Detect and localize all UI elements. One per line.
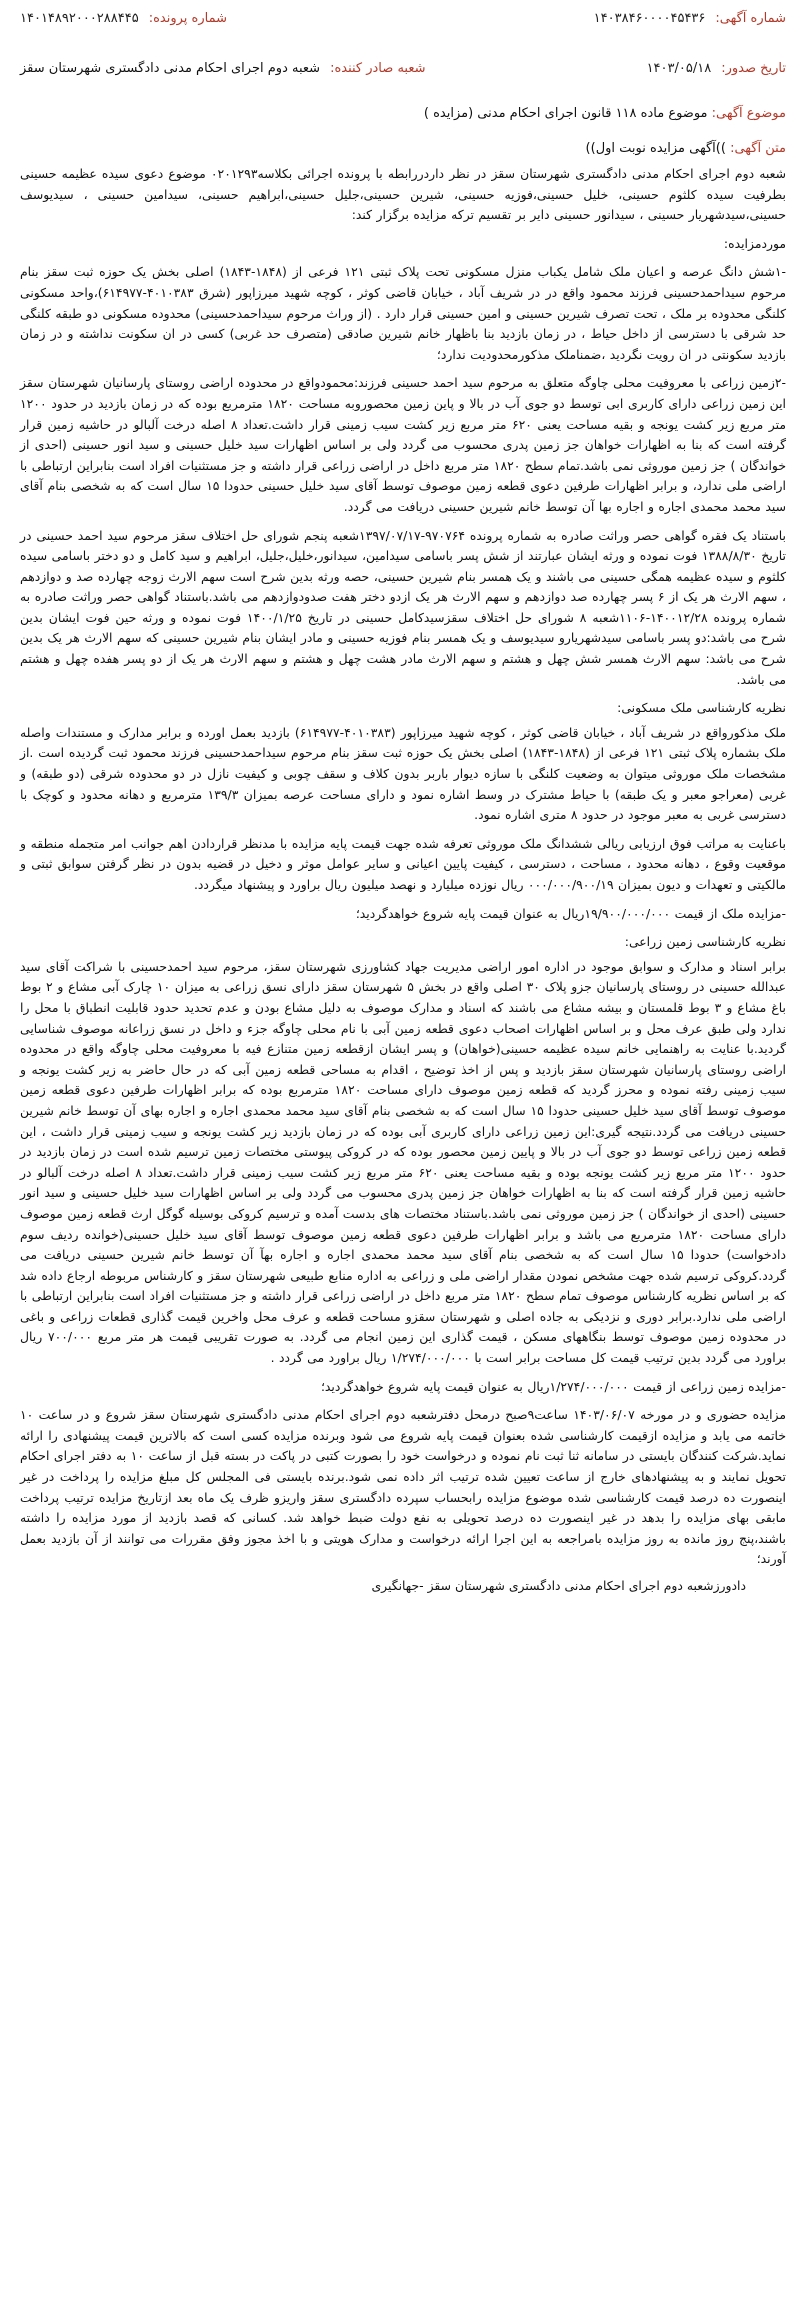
inheritance-paragraph: باستناد یک فقره گواهی حصر وراثت صادره به شماره پرونده ۹۷۰۷۶۴-۱۳۹۷/۰۷/۱۷شعبه پنجم شورای حل اختلاف سقز مرحوم سید احمد حسینی در تاریخ ۱۳۸۸/۸/۳۰ فوت نموده و ورثه ایشان عبارتند از شش پسر باسامی سیدامین، سیدانور،خلیل،جلیل، ابراهیم و سید کامل و دو دختر باسامی سیده کلثوم و سیده عظیمه همگی حسینی می باشند و یک همسر بنام شیرین حسینی، حصه ورثه بدین شرح است سهم الارث زوجه چهارده صد و دوازدهم ، سهم الارث هر یک از ۶ پسر چهارده صد دوازدهم و سهم الارث هر یک ازدو دختر هفت صدودوازدهم می باشد.باستناد گواهی حصر وراثت صادره به شماره پرونده ۱۴۰۰۱۲/۲۸-۱۱۰۶شعبه ۸ شورای حل اختلاف سقزسیدکامل حسینی در تاریخ ۱۴۰۰/۱/۲۵ فوت نموده و ورثه حین فوت ایشان بدین شرح می باشد:دو پسر باسامی سیدشهریارو سیدیوسف و یک همسر بنام فوزیه حسینی و مادر ایشان بنام شیرین حسینی که سهم الارث هر یک بدین شرح می باشد: سهم الارث همسر شش چهل و هشتم و سهم الارث مادر هشت چهل و هشتم و سهم الارث هر یک از دو پسر هفده چهل و هشتم می باشد. <box>20 527 786 687</box>
ad-number-label: شماره آگهی: <box>715 11 786 26</box>
item-1-paragraph: -۱شش دانگ عرصه و اعیان ملک شامل یکباب منزل مسکونی تحت پلاک ثبتی ۱۲۱ فرعی از (۱۸۴۸-۱۸۴۳) اصلی بخش یک حوزه ثبت سقز بنام مرحوم سیداحمدحسینی فرزند محمود واقع در در شریف آباد ، خیابان قاضی کوثر ، کوچه شهید میرزاپور (شرق ۴۰۱۰۳۸۳-۶۱۴۹۷۷)،واحد مسکونی کلنگی محدوده بر ملک ، تحت تصرف شیرین حسینی و امین حسینی قرار دارد . (از وراث مرحوم سیداحمدحسینی) محدوده مسکونی دو طبقه کلنگی حد شرقی با دسترسی از داخل حیاط ، در زمان بازدید بنا باظهار خانم شیرین صادقی (متصرف حد غربی) کسی در ان سکونت نداشته و در زمان بازدید سکونتی در ان رویت نگردید ،ضمناملک مذکورمحدودیت ندارد؛ <box>20 264 786 362</box>
expert-land-paragraph: برابر اسناد و مدارک و سوابق موجود در اداره امور اراضی مدیریت جهاد کشاورزی شهرستان سقز، مرحوم سید احمدحسینی با شراکت آقای سید عبدالله حسینی در روستای پارسانیان جزو پلاک ۳۰ اصلی واقع در بخش ۵ شهرستان سقز دارای نسق زراعی به میزان ۱۰ چارک آبی مشاع و ۲ بوط باغ مشاع و ۳ بوط قلمستان و بیشه مشاع می باشند که اسناد و مدارک موصوف به دلیل مشاع بودن و عدم تحدید حدود قابلیت انطباق با محل را ندارد ولی طبق عرف محل و بر اساس اظهارات اصحاب دعوی قطعه زمین آبی با نام محلی چاوگه جزء و داخل در نسق زراعانه موصوف شناسایی گردید.با عنایت به راهنمایی خانم سیده عظیمه حسینی(خواهان) و پسر ایشان ازقطعه زمین متنازع فیه با معروفیت محلی چاوگه واقع در محدوده اراضی روستای پارسانیان شهرستان سقز بازدید و پس از اخذ توضیح ، اقدام به مساحی قطعه زمین آبی که در حال حاضر به زیر کشت یونجه و سیب زمینی رفته نموده و محرز گردید که قطعه زمین موصوف دارای مساحت ۱۸۲۰ مترمربع بوده که برابر اظهارات طرفین دعوی قطعه زمین موصوف توسط آقای سید خلیل حسینی حدودا ۱۵ سال است که به شخصی بنام آقای سید محمد محمدی اجاره و اجاره بهای آن توسط خانم شیرین حسینی دریافت می گردد.نتیجه گیری:این زمین زراعی دارای کاربری آبی بوده که در زمان بازدید زیر کشت یونجه و سیب زمینی قرار داشت ، این قطعه زمین زراعی توسط دو جوی آب در بالا و پایین زمین محصور بوده که در کروکی پیوستی مختصات زمین ترسیم شده است در زمان بازدید در حدود ۱۲۰۰ متر مربع زیر کشت یونجه بوده و بقیه مساحت یعنی ۶۲۰ متر مربع زیر کشت سیب زمینی قرار داشت.تعداد ۸ اصله درخت آلبالو در حاشیه زمین قرار گرفته است که بنا به اظهارات خواهان جز زمین پدری محسوب می گردد ولی بر اساس اظهارات سید خلیل حسینی و سید انور حسینی (احدی از خواندگان ) جز زمین موروثی نمی باشد.باستناد مختصات های بدست آمده و ترسیم کروکی بوسیله گوگل ارث قطعه زمین موصوف دارای مساحت ۱۸۲۰ مترمربع می باشد و برابر اظهارات طرفین دعوی قطعه زمین موصوف توسط آقای سید خلیل حسینی(خوانده ردیف سوم دادخواست) حدودا ۱۵ سال است که به شخصی بنام آقای سید محمد محمدی اجاره و اجاره بهآ آن توسط خانم شیرین حسینی دریافت می گردد.کروکی ترسیم شده جهت مشخص نمودن مقدار اراضی ملی و زراعی به اداره منابع طبیعی شهرستان سقز و کارشناس مربوطه ارجاع داده شد که بر اساس نظریه کارشناس موصوف تمام سطح ۱۸۲۰ متر مربع داخل در اراضی زراعی قرار داشته و جز مستثنیات افراد است بنابراین ارتباطی با اراضی ملی ندارد.برابر دوری و نزدیکی به جاده اصلی و شهرستان سقزو مساحت قطعه و عرف محل واخرین قیمت گذاری قطعات زراعی و باغی در محدوده زمین موصوف توسط بنگاههای مسکن ، قیمت گذاری این زمین انجام می گردد. به صورت تقریبی قیمت هر متر مربع ۷۰۰/۰۰۰ ریال براورد می گردد بدین ترتیب قیمت کل مساحت برابر است با ۱/۲۷۴/۰۰۰/۰۰۰ ریال براورد می گردد . <box>20 958 787 1366</box>
ad-number: ۱۴۰۳۸۴۶۰۰۰۰۴۵۴۳۶ <box>593 11 706 26</box>
item-2-paragraph: -۲زمین زراعی با معروفیت محلی چاوگه متعلق به مرحوم سید احمد حسینی فرزند:محمودواقع در محدوده اراضی روستای پارسانیان شهرستان سقز این زمین زراعی دارای کاربری ابی توسط دو جوی آب در بالا و پاین زمین محصوروبه مساحت ۱۸۲۰ مترمربع بوده که در زمان بازدید در حدود ۱۲۰۰ متر مربع زیر کشت یونجه و بقیه مساحت یعنی ۶۲۰ متر مربع زیر کشت سیب زمینی قرار داشت.تعداد ۸ اصله درخت آلبالو در حاشیه زمین قرار گرفته است که بنا به اظهارات خواهان جز زمین پدری محسوب می گردد ولی بر اساس اظهارات سید خلیل حسینی و سید انور حسینی (احدی از خواندگان ) جز زمین موروثی نمی باشد.تمام سطح ۱۸۲۰ متر مربع داخل در اراضی زراعی قرار داشته و جز مستثنیات افراد است بنابراین ارتباطی با اراضی ملی ندارد، و برابر اظهارات طرفین دعوی قطعه زمین موصوف توسط آقای سید خلیل حسینی حدودا ۱۵ سال است که به شخصی بنام آقای سید محمد محمدی اجاره و اجاره بها آن توسط خانم شیرین حسینی دریافت می گردد. <box>20 375 787 514</box>
auction-terms-paragraph: مزایده حضوری و در مورخه ۱۴۰۳/۰۶/۰۷ ساعت۹صبح درمحل دفترشعبه دوم اجرای احکام مدنی دادگستری شهرستان سقز شروع و در ساعت ۱۰ خاتمه می یابد و مزایده ازقیمت کارشناسی شده بعنوان قیمت پایه شروع می شود وبرنده مزایده کسی است که بالاترین قیمت پیشنهادی را ارائه نماید.شرکت کنندگان بایستی در سامانه ثنا ثبت نام نموده و درخواست خود را بصورت کتبی در پاکت در بسته قبل از ساعت ۱۰ به دفتر اجرای احکام تحویل نمایند و به پیشنهادهای خارج از ساعت تعیین شده ترتیب اثر داده نمی شود.برنده بایستی فی المجلس کل مبلغ مزایده را پرداخت در غیر اینصورت ده درصد قیمت کارشناسی شده موضوع مزایده رابحساب سپرده دادگستری سقز واریزو ظرف یک ماه بعد ازتاریخ مزایده ترتیب پرداخت مابقی بهای مزایده را بدهد در غیر اینصورت ده درصد تحویلی به نفع دولت ضبط خواهد شد. کسانی که قصد بازدید از مورد مزایده را داشته باشند،پنج روز مانده به روز مزایده بامراجعه به این اجرا ارائه درخواست و مدارک هویتی و با اخذ مجوز وفق مقررات می توانند از آن بازدید بعمل آورند؛ <box>20 1407 787 1567</box>
issue-date: ۱۴۰۳/۰۵/۱۸ <box>646 61 712 76</box>
intro-paragraph: شعبه دوم اجرای احکام مدنی دادگستری شهرستان سقز در نظر داردررابطه با پرونده اجرائی بکلاسه۰۲۰۱۲۹۳ موضوع دعوی سیده عظیمه حسینی بطرفیت سیده کلثوم حسینی، خلیل حسینی،فوزیه حسینی، شیرین حسینی،جلیل حسینی،ابراهیم حسینی، سیدامین حسینی ، سیدیوسف حسینی،سیدشهریار حسینی ، سیدانور حسینی دایر بر تقسیم ترکه مزایده برگزار کند: <box>20 166 786 223</box>
house-base-price: -مزایده ملک از قیمت ۱۹/۹۰۰/۰۰۰/۰۰۰ریال به عنوان قیمت پایه شروع خواهدگردید؛ <box>355 905 786 921</box>
expert-house-title: نظریه کارشناسی ملک مسکونی: <box>617 700 786 716</box>
land-base-price: -مزایده زمین زراعی از قیمت ۱/۲۷۴/۰۰۰/۰۰۰ریال به عنوان قیمت پایه شروع خواهدگردید؛ <box>320 1378 786 1394</box>
ad-text-line <box>20 141 786 156</box>
header-row-numbers <box>20 0 786 30</box>
signature: دادورزشعبه دوم اجرای احکام مدنی دادگستری شهرستان سقز -جهانگیری <box>371 1578 746 1593</box>
letter-number-cell <box>20 10 227 28</box>
letter-number: ۱۴۰۱۴۸۹۲۰۰۰۲۸۸۴۴۵ <box>20 11 139 26</box>
expert-house-paragraph: ملک مذکورواقع در شریف آباد ، خیابان قاضی کوثر ، کوچه شهید میرزاپور (۴۰۱۰۳۸۳-۶۱۴۹۷۷) بازدید بعمل اورده و برابر مدارک و مستندات واصله ملک بشماره پلاک ثبتی ۱۲۱ فرعی از (۱۸۴۸-۱۸۴۳) اصلی بخش یک حوزه ثبت سقز بنام مرحوم سیداحمدحسینی فرزند محمود ثبت گردیده است .از مشخصات ملک موروثی میتوان به وضعیت کلنگی با سازه دیوار باربر بدون کلاف و سقف چوبی و کیفیت نازل در دو محدوده شرقی (دو طبقه) و غربی (معراجو معبر و یک طبقه) با حیاط مشترک در وسط اشاره نمود و دارای مساحت عرصه بمیزان ۱۳۹/۳ مترمربع و دهانه محدود و کوچک با دسترسی غربی به معبر موجود در حدود ۸ متری اشاره نمود. <box>20 724 786 823</box>
ad-number-cell <box>594 10 786 28</box>
issue-date-label: تاریخ صدور: <box>721 61 786 76</box>
issue-date-cell <box>647 60 786 78</box>
letter-number-label: شماره پرونده: <box>148 11 227 26</box>
issuer-label: شعبه صادر کننده: <box>330 61 426 76</box>
subject-items-label: موردمزایده: <box>723 235 786 251</box>
subject-label: موضوع آگهی: <box>711 106 786 121</box>
expert-land-title: نظریه کارشناسی زمین زراعی: <box>624 934 786 950</box>
subject-text: موضوع ماده ۱۱۸ قانون اجرای احکام مدنی (مزایده ) <box>423 106 708 121</box>
ad-text-label: متن آگهی: <box>730 141 786 156</box>
subject-line <box>20 106 786 121</box>
issuer: شعبه دوم اجرای احکام مدنی دادگستری شهرستان سقز <box>20 61 321 76</box>
issuer-cell <box>20 60 426 78</box>
expert-house-value-paragraph: باعنایت به مراتب فوق ارزیابی ریالی ششدانگ ملک موروثی تعرفه شده جهت قیمت پایه مزایده با مدنظر قراردادن اهم جوانب امر متجمله منطقه و موقعیت وقوع ، دهانه محدود ، مساحت ، دسترسی ، کیفیت پایین اعیانی و سایر عوامل موثر و دخیل در قضیه بدون در نظر گرفتن سوابق ثبتی و مالکیتی و تعهدات و دیون بمیزان ۰۰۰/۰۰۰/۹۰۰/۱۹ ریال نوزده میلیارد و نهصد میلیون ریال براورد و پیشنهاد میگردد. <box>20 835 786 892</box>
ad-text-title: ))آگهی مزایده نوبت اول)) <box>585 141 726 156</box>
header-row-issue <box>20 30 786 80</box>
